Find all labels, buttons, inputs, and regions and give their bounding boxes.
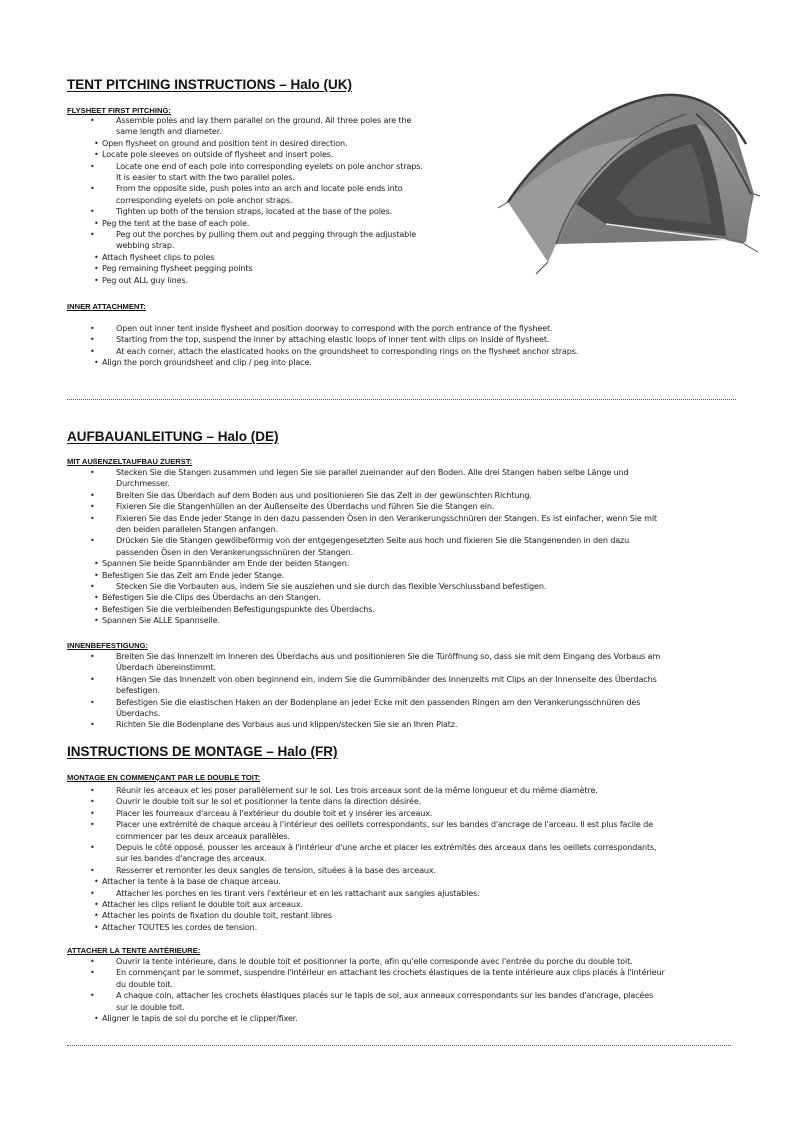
list-item-text: sur le double toit. <box>116 1001 185 1012</box>
bullet-icon: • <box>90 335 95 345</box>
fr-title: INSTRUCTIONS DE MONTAGE – Halo (FR) <box>67 744 338 759</box>
list-item-continuation <box>0 547 657 558</box>
list-item-text: Peg out ALL guy lines. <box>102 274 188 285</box>
bullet-icon: • <box>90 582 95 592</box>
list-item-text: Überdachs. <box>116 708 161 719</box>
list-item <box>0 513 657 524</box>
list-item <box>0 535 657 546</box>
list-item-text: Überdach übereinstimmt. <box>116 662 216 673</box>
list-item-text: sur les bandes d'ancrage des arceaux. <box>116 853 267 864</box>
list-item-text: A chaque coin, attacher les crochets élastiques placés sur le tapis de sol, aux anneaux correspondants sur les bandes d'ancrage, placées <box>116 990 654 1001</box>
bullet-icon: • <box>94 559 99 569</box>
list-item-text: Open out inner tent inside flysheet and position doorway to correspond with the porch entrance of the flysheet. <box>116 323 553 333</box>
list-item-continuation <box>0 853 657 864</box>
list-item-text: En commençant par le sommet, suspendre l'intérieur en attachant les crochets élastiques de la tente intérieure aux clips placés à l'intérieur <box>116 967 665 978</box>
list-item-text: passenden Ösen in den Verankerungsschnüren der Stangen. <box>116 546 354 557</box>
list-item <box>0 956 665 967</box>
bullet-icon: • <box>90 797 95 807</box>
bullet-icon: • <box>90 991 95 1001</box>
list-item <box>0 275 423 286</box>
list-item-text: Richten Sie die Bodenplane des Vorbaus aus und klippen/stecken Sie sie an Ihren Platz. <box>116 719 458 730</box>
list-item-text: Depuis le côté opposé, pousser les arceaux à l'intérieur d'une arche et placer les extrémités des arceaux dans les oeillets correspondants, <box>116 842 657 853</box>
list-item <box>0 719 660 730</box>
bullet-icon: • <box>94 218 99 228</box>
list-item <box>0 490 657 501</box>
list-item-continuation <box>0 708 660 719</box>
list-item-text: Aligner le tapis de sol du porche et le clipper/fixer. <box>102 1013 298 1024</box>
bullet-icon: • <box>90 161 95 171</box>
list-item-text: Fixieren Sie die Stangenhüllen an der Außenseite des Überdachs und führen Sie die Stangen ein. <box>116 501 495 512</box>
list-item-text: Resserrer et remonter les deux sangles de tension, situées à la base des arceaux. <box>116 864 436 875</box>
list-item-text: Spannen Sie beide Spannbänder am Ende der beiden Stangen. <box>102 558 350 569</box>
bullet-icon: • <box>90 184 95 194</box>
bullet-icon: • <box>90 808 95 818</box>
bullet-icon: • <box>90 720 95 730</box>
bullet-icon: • <box>94 275 99 285</box>
list-item <box>0 674 660 685</box>
list-item <box>0 842 657 853</box>
list-item <box>0 149 423 160</box>
list-item <box>0 910 657 921</box>
list-item <box>0 218 423 229</box>
list-item-text: den beiden parallelen Stangen anfangen. <box>116 524 279 535</box>
list-item-text: Peg the tent at the base of each pole. <box>102 217 250 228</box>
bullet-icon: • <box>90 820 95 830</box>
list-item-continuation <box>0 662 660 673</box>
list-item-text: Attacher TOUTES les cordes de tension. <box>102 921 258 932</box>
bullet-icon: • <box>90 207 95 217</box>
list-item <box>0 796 657 807</box>
list-item-text: Attacher les points de fixation du double toit, restant libres <box>102 910 332 921</box>
list-item <box>0 501 657 512</box>
list-item-text: Befestigen Sie die verbleibenden Befestigungspunkte des Überdachs. <box>102 603 375 614</box>
list-item-text: Placer une extrémité de chaque arceau à l'intérieur des oeillets correspondants, sur les bandes d'ancrage de l'arceau. Il est plus facile de <box>116 819 653 830</box>
bullet-icon: • <box>94 358 99 368</box>
bullet-icon: • <box>94 911 99 921</box>
uk-flysheet-heading: FLYSHEET FIRST PITCHING: <box>67 106 171 115</box>
bullet-icon: • <box>90 116 95 125</box>
bullet-icon: • <box>90 536 95 546</box>
de-title: AUFBAUANLEITUNG – Halo (DE) <box>67 429 279 444</box>
list-item-text: du double toit. <box>116 978 173 989</box>
list-item <box>0 876 657 887</box>
bullet-icon: • <box>94 150 99 160</box>
bullet-icon: • <box>90 843 95 853</box>
bullet-icon: • <box>90 652 95 661</box>
list-item <box>0 161 423 172</box>
list-item <box>0 581 657 592</box>
list-item-text: Stecken Sie die Vorbauten aus, indem Sie sie ausziehen und sie durch das flexible Verschlussband befestigen. <box>116 581 547 592</box>
list-item-text: Breiten Sie das Überdach auf dem Boden aus und positionieren Sie das Zelt in der gewünschten Richtung. <box>116 489 532 500</box>
bullet-icon: • <box>94 922 99 932</box>
bullet-icon: • <box>94 570 99 580</box>
list-item-text: corresponding eyelets on pole anchor straps. <box>116 194 293 205</box>
de-flysheet-heading: MIT AUßENZELTAUFBAU ZUERST: <box>67 457 193 466</box>
bullet-icon: • <box>94 900 99 910</box>
list-item <box>0 865 657 876</box>
list-item <box>0 570 657 581</box>
list-item-continuation <box>0 685 660 696</box>
bullet-icon: • <box>90 697 95 707</box>
bullet-icon: • <box>94 252 99 262</box>
list-item-text: Attacher les clips reliant le double toit aux arceaux. <box>102 899 303 910</box>
de-flysheet-list <box>0 467 657 627</box>
bullet-icon: • <box>90 865 95 875</box>
list-item-text: Befestigen Sie die Clips des Überdachs an den Stangen. <box>102 592 321 603</box>
section-divider <box>67 1045 731 1046</box>
list-item <box>0 334 578 345</box>
uk-title: TENT PITCHING INSTRUCTIONS – Halo (UK) <box>67 77 353 92</box>
list-item-text: At each corner, attach the elasticated hooks on the groundsheet to corresponding rings on the flysheet anchor straps. <box>116 345 579 356</box>
list-item <box>0 263 423 274</box>
list-item-text: Befestigen Sie das Zelt am Ende jeder Stange. <box>102 569 285 580</box>
list-item-text: Attacher les porches en les tirant vers l'extérieur et en les rattachant aux sangles ajustables. <box>116 887 480 898</box>
list-item-text: It is easier to start with the two parallel poles. <box>116 172 295 183</box>
list-item <box>0 697 660 708</box>
list-item <box>0 138 423 149</box>
list-item <box>0 206 423 217</box>
list-item-text: Placer les fourreaux d'arceau à l'extérieur du double toit et y insérer les arceaux. <box>116 807 433 818</box>
list-item-continuation <box>0 172 423 183</box>
uk-flysheet-list <box>0 115 423 286</box>
uk-inner-list <box>0 323 578 369</box>
bullet-icon: • <box>90 674 95 684</box>
uk-inner-heading: INNER ATTACHMENT: <box>67 302 146 311</box>
list-item <box>0 808 657 819</box>
bullet-icon: • <box>90 230 95 240</box>
list-item-text: Peg out the porches by pulling them out and pegging through the adjustable <box>116 229 417 240</box>
list-item-text: Drücken Sie die Stangen gewölbeförmig von der entgegengesetzten Seite aus hoch und fixieren Sie die Stangenenden in den dazu <box>116 535 630 546</box>
list-item-continuation <box>0 524 657 535</box>
list-item <box>0 592 657 603</box>
list-item-continuation <box>0 979 665 990</box>
list-item <box>0 558 657 569</box>
bullet-icon: • <box>94 616 99 626</box>
de-inner-list <box>0 651 660 731</box>
bullet-icon: • <box>94 138 99 148</box>
list-item <box>0 357 578 368</box>
list-item-text: Attacher la tente à la base de chaque arceau. <box>102 876 281 887</box>
list-item-continuation <box>0 478 657 489</box>
bullet-icon: • <box>90 468 95 477</box>
list-item <box>0 967 665 978</box>
list-item-continuation <box>0 831 657 842</box>
list-item-text: webbing strap. <box>116 240 175 251</box>
list-item-text: Befestigen Sie die elastischen Haken an der Bodenplane an jeder Ecke mit den passenden Ringen am den Verankerungsschnüren des <box>116 696 641 707</box>
list-item-text: Open flysheet on ground and position tent in desired direction. <box>102 137 348 148</box>
list-item <box>0 651 660 662</box>
bullet-icon: • <box>94 264 99 274</box>
list-item <box>0 990 665 1001</box>
section-divider <box>67 399 736 400</box>
list-item <box>0 785 657 796</box>
list-item-text: Attach flysheet clips to poles <box>102 251 215 262</box>
fr-flysheet-list <box>0 785 657 933</box>
list-item-continuation <box>0 126 423 137</box>
de-inner-heading: INNENBEFESTIGUNG: <box>67 641 149 650</box>
list-item-text: Align the porch groundsheet and clip / peg into place. <box>102 357 312 368</box>
list-item-text: Réunir les arceaux et les poser parallèlement sur le sol. Les trois arceaux sont de la même longueur et du même diamètre. <box>116 785 598 795</box>
bullet-icon: • <box>94 593 99 603</box>
bullet-icon: • <box>90 490 95 500</box>
fr-inner-heading: ATTACHER LA TENTE ANTÉRIEURE: <box>67 946 201 955</box>
list-item-text: Starting from the top, suspend the inner by attaching elastic loops of inner tent with clips on inside of flysheet. <box>116 334 550 345</box>
list-item <box>0 1013 665 1024</box>
list-item-text: Assemble poles and lay them parallel on the ground. All three poles are the <box>116 115 412 125</box>
list-item-text: Peg remaining flysheet pegging points <box>102 263 253 274</box>
list-item-text: Fixieren Sie das Ende jeder Stange in den dazu passenden Ösen in den Verankerungsschnüren der Stangen. Es ist einfacher, wenn Sie mit <box>116 512 657 523</box>
list-item <box>0 323 578 334</box>
bullet-icon: • <box>94 877 99 887</box>
list-item-text: Durchmesser. <box>116 478 170 489</box>
list-item <box>0 819 657 830</box>
list-item-text: Spannen Sie ALLE Spannseile. <box>102 615 220 626</box>
list-item <box>0 252 423 263</box>
list-item <box>0 604 657 615</box>
list-item <box>0 615 657 626</box>
fr-flysheet-heading: MONTAGE EN COMMENÇANT PAR LE DOUBLE TOIT: <box>67 773 261 782</box>
bullet-icon: • <box>90 968 95 978</box>
list-item-text: Locate pole sleeves on outside of flysheet and insert poles. <box>102 149 334 160</box>
bullet-icon: • <box>90 324 95 333</box>
bullet-icon: • <box>94 1014 99 1024</box>
list-item <box>0 229 423 240</box>
bullet-icon: • <box>90 502 95 512</box>
list-item <box>0 888 657 899</box>
list-item-text: Locate one end of each pole into corresponding eyelets on pole anchor straps. <box>116 160 423 171</box>
bullet-icon: • <box>90 957 95 966</box>
bullet-icon: • <box>94 604 99 614</box>
list-item-continuation <box>0 1002 665 1013</box>
list-item <box>0 346 578 357</box>
list-item <box>0 922 657 933</box>
tent-photo-icon <box>496 84 760 276</box>
list-item-text: Hängen Sie das Innenzelt von oben beginnend ein, indem Sie die Gummibänder des Innenzelts mit Clips an der Innenseite des Überdachs <box>116 673 657 684</box>
list-item-text: Breiten Sie das Innenzelt im Inneren des Überdachs aus und positionieren Sie die Türöffnung so, dass sie mit dem Eingang des Vorbaus am <box>116 651 661 661</box>
list-item <box>0 899 657 910</box>
list-item-continuation <box>0 240 423 251</box>
list-item-text: Stecken Sie die Stangen zusammen und legen Sie sie parallel zueinander auf den Boden. Alle drei Stangen haben selbe Länge und <box>116 467 629 477</box>
bullet-icon: • <box>90 888 95 898</box>
bullet-icon: • <box>90 346 95 356</box>
list-item-text: Tighten up both of the tension straps, located at the base of the poles. <box>116 206 393 217</box>
bullet-icon: • <box>90 513 95 523</box>
list-item-text: From the opposite side, push poles into an arch and locate pole ends into <box>116 183 403 194</box>
list-item-text: commencer par les deux arceaux parallèles. <box>116 830 290 841</box>
list-item <box>0 183 423 194</box>
list-item-text: same length and diameter. <box>116 126 222 137</box>
bullet-icon: • <box>90 786 95 795</box>
fr-inner-list <box>0 956 665 1024</box>
list-item-continuation <box>0 195 423 206</box>
list-item-text: Ouvrir la tente intérieure, dans le double toit et positionner la porte, afin qu'elle corresponde avec l'entrée du porche du double toit. <box>116 956 633 966</box>
list-item-text: befestigen. <box>116 685 160 696</box>
list-item <box>0 115 423 126</box>
list-item <box>0 467 657 478</box>
list-item-text: Ouvrir le double toit sur le sol et positionner la tente dans la direction désirée. <box>116 796 422 807</box>
